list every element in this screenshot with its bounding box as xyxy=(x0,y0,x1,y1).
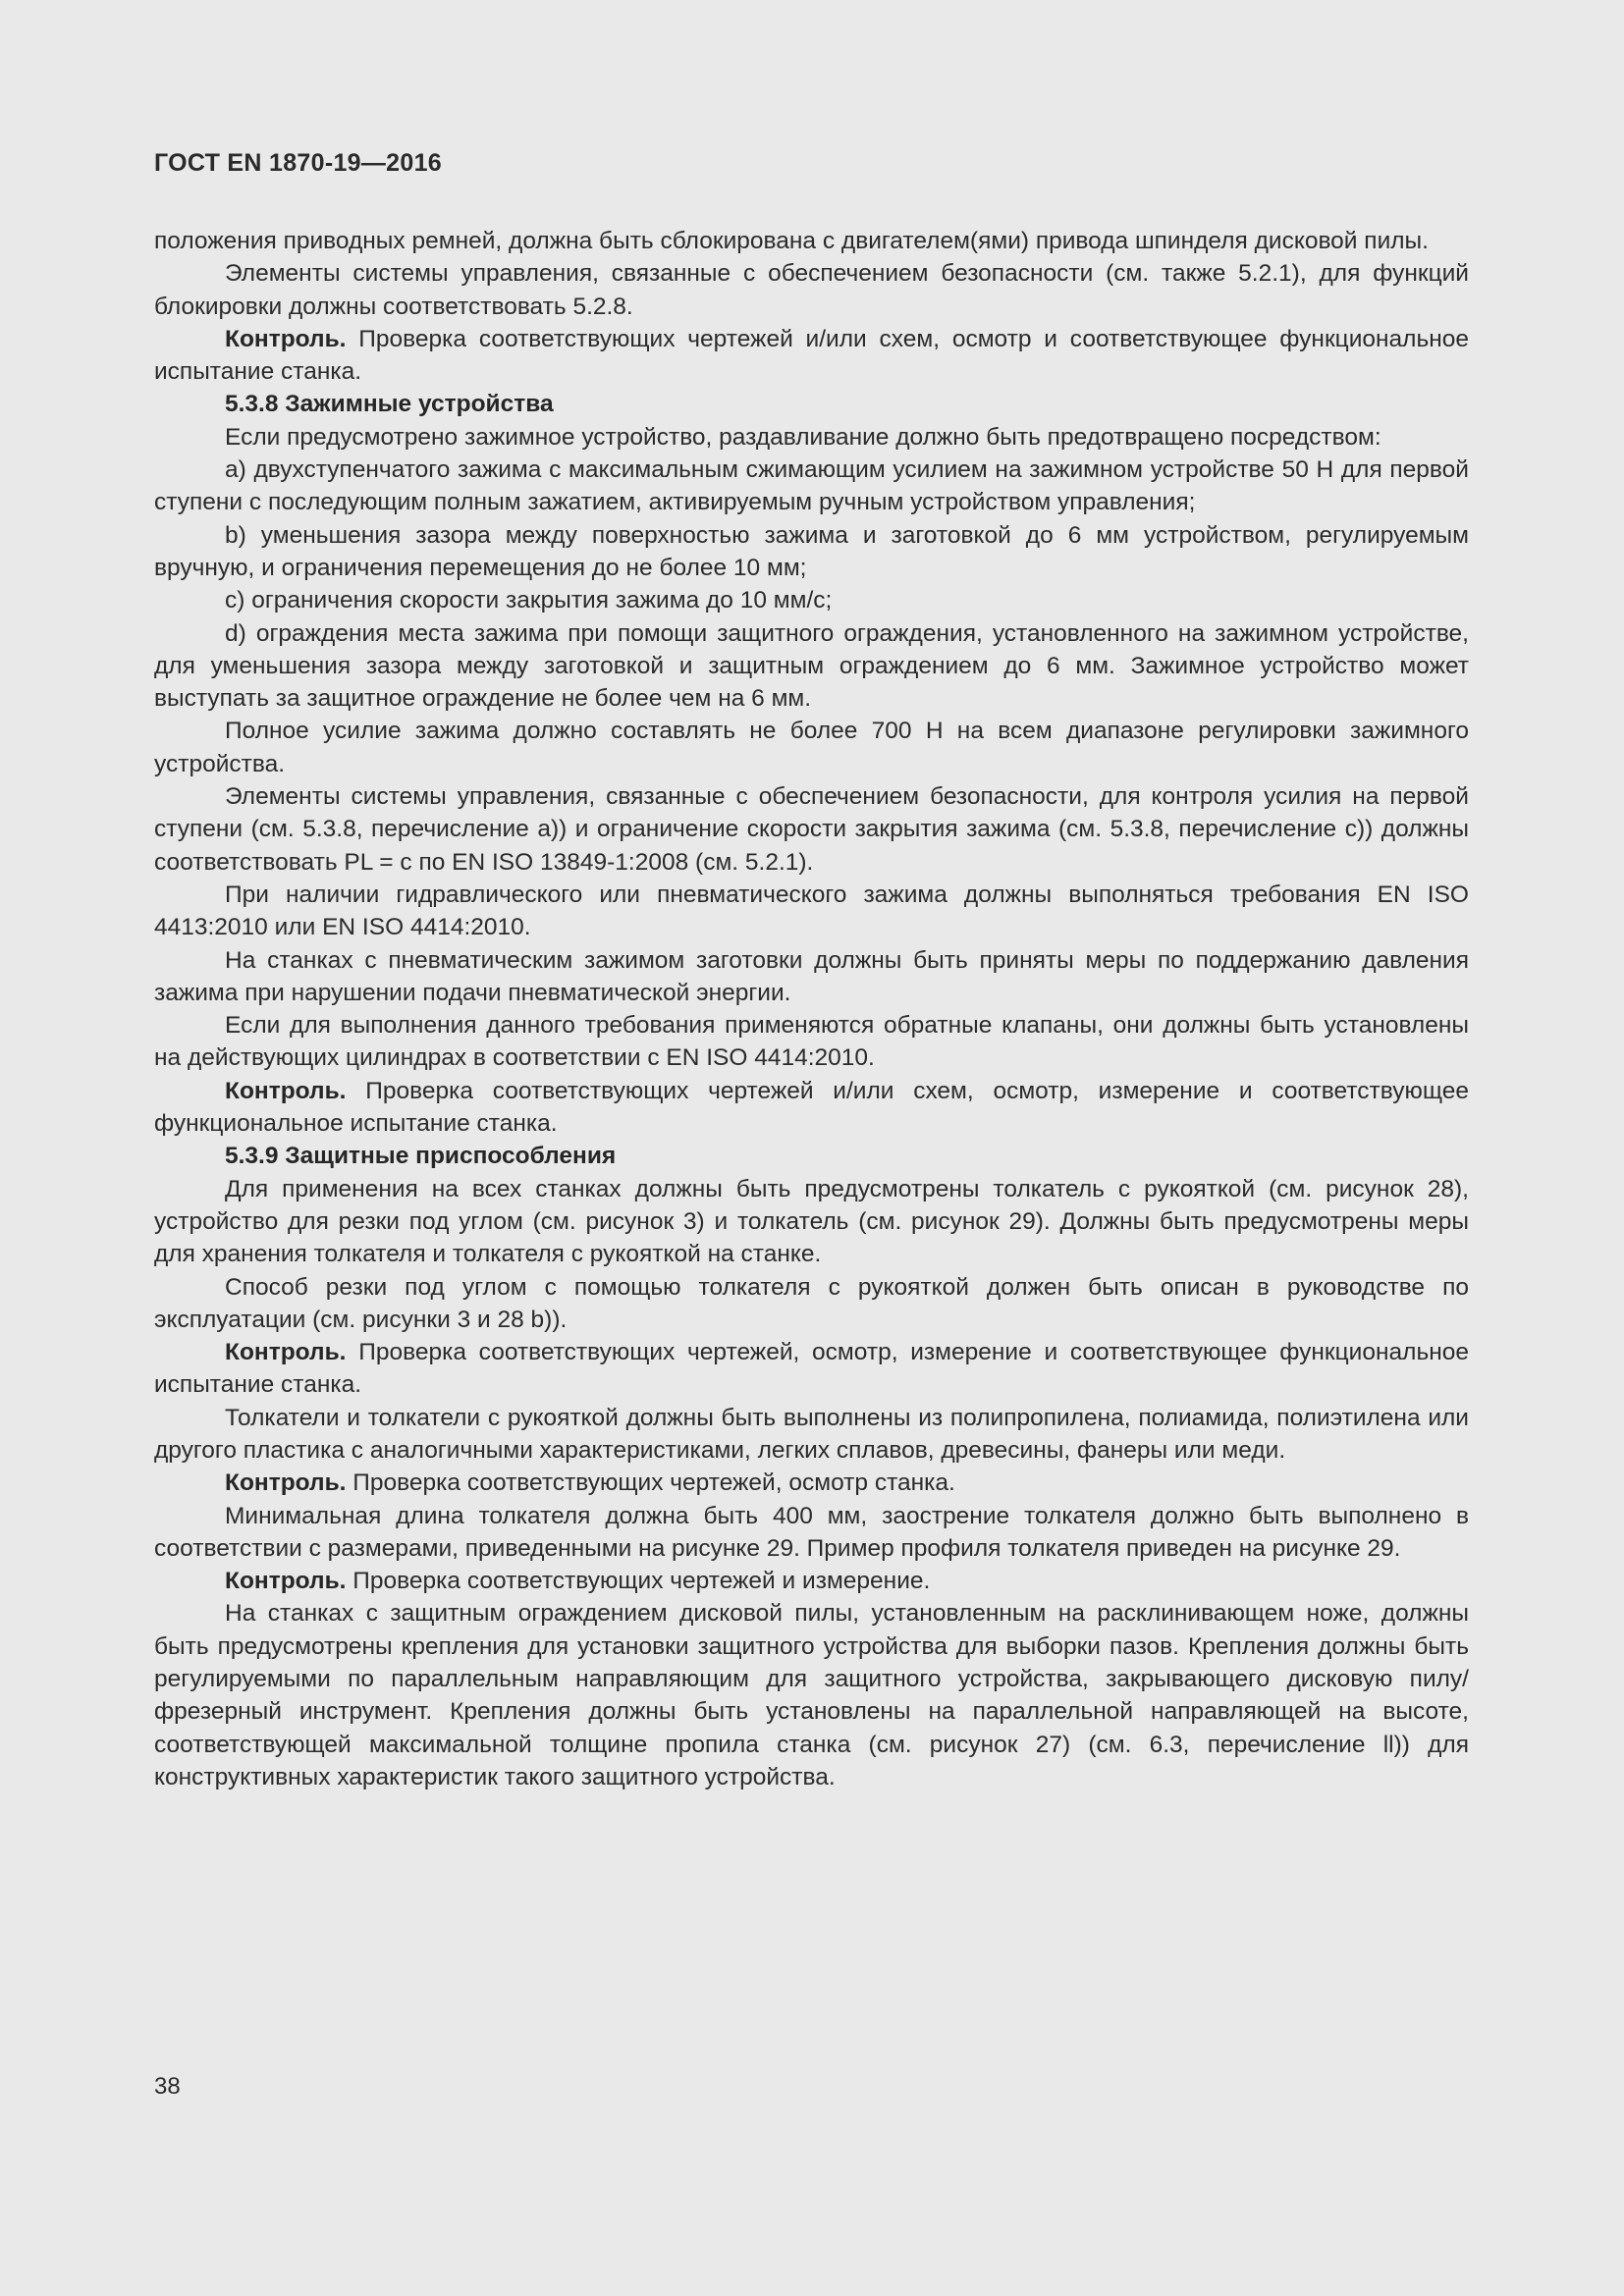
paragraph: Элементы системы управления, связанные с обеспечением безопасности (см. также 5.2.1), для функций блокировки должны соответствовать 5.2.8. xyxy=(154,260,1469,320)
paragraph: Полное усилие зажима должно составлять не более 700 Н на всем диапазоне регулировки зажимного устройства. xyxy=(154,718,1469,777)
section-heading-5-3-8 xyxy=(154,388,1469,420)
control-text: Проверка соответствующих чертежей, осмотр станка. xyxy=(346,1469,955,1497)
control-text: Проверка соответствующих чертежей, осмотр, измерение и соответствующее функциональное испытание станка. xyxy=(154,1339,1469,1399)
document-header: ГОСТ EN 1870-19—2016 xyxy=(154,149,442,177)
control-paragraph xyxy=(154,1336,1469,1402)
list-item-b: b) уменьшения зазора между поверхностью зажима и заготовкой до 6 мм устройством, регулируемым вручную, и ограничения перемещения до не более 10 мм; xyxy=(154,521,1469,581)
paragraph: При наличии гидравлического или пневматического зажима должны выполняться требования EN ISO 4413:2010 или EN ISO 4414:2010. xyxy=(154,881,1469,941)
page-number: 38 xyxy=(154,2073,181,2100)
list-item-a: а) двухступенчатого зажима с максимальным сжимающим усилием на зажимном устройстве 50 Н для первой ступени с последующим полным зажатием, активируемым ручным устройством управления; xyxy=(154,456,1469,516)
paragraph: На станках с защитным ограждением дисковой пилы, установленным на расклинивающем ноже, должны быть предусмотрены крепления для установки защитного устройства для выборки пазов. Крепления должны быть регулируемыми по параллельным направляющим для защитного устройства, закрывающего дисковую пилу/фрезерный инструмент. Крепления должны быть установлены на параллельной направляющей на высоте, соответствующей максимальной толщине пропила станка (см. рисунок 27) (см. 6.3, перечисление ll)) для конструктивных характеристик такого защитного устройства. xyxy=(154,1600,1469,1790)
paragraph: Толкатели и толкатели с рукояткой должны быть выполнены из полипропилена, полиамида, полиэтилена или другого пластика с аналогичными характеристиками, легких сплавов, древесины, фанеры или меди. xyxy=(154,1404,1469,1464)
paragraph: Для применения на всех станках должны быть предусмотрены толкатель с рукояткой (см. рисунок 28), устройство для резки под углом (см. рисунок 3) и толкатель (см. рисунок 29). Должны быть предусмотрены меры для хранения толкателя и толкателя с рукояткой на станке. xyxy=(154,1175,1469,1268)
paragraph: Способ резки под углом с помощью толкателя с рукояткой должен быть описан в руководстве по эксплуатации (см. рисунки 3 и 28 b)). xyxy=(154,1273,1469,1333)
paragraph: Элементы системы управления, связанные с обеспечением безопасности, для контроля усилия на первой ступени (см. 5.3.8, перечисление а)) и ограничение скорости закрытия зажима (см. 5.3.8, перечисление с)) должны соответствовать PL = с по EN ISO 13849-1:2008 (см. 5.2.1). xyxy=(154,783,1469,876)
control-label: Контроль. xyxy=(225,1469,347,1497)
paragraph: Если для выполнения данного требования применяются обратные клапаны, они должны быть установлены на действующих цилиндрах в соответствии с EN ISO 4414:2010. xyxy=(154,1012,1469,1072)
list-item-c: c) ограничения скорости закрытия зажима до 10 мм/с; xyxy=(225,587,833,614)
control-paragraph xyxy=(154,1565,1469,1597)
control-paragraph xyxy=(154,1075,1469,1141)
paragraph: положения приводных ремней, должна быть сблокирована с двигателем(ями) привода шпинделя дисковой пилы. xyxy=(154,228,1429,254)
control-paragraph xyxy=(154,323,1469,389)
section-heading-text: 5.3.8 Зажимные устройства xyxy=(225,391,554,418)
paragraph: Минимальная длина толкателя должна быть 400 мм, заострение толкателя должно быть выполнено в соответствии с размерами, приведенными на рисунке 29. Пример профиля толкателя приведен на рисунке 29. xyxy=(154,1502,1469,1562)
document-body xyxy=(154,225,1469,1793)
control-label: Контроль. xyxy=(225,325,347,352)
control-label: Контроль. xyxy=(225,1568,347,1595)
control-label: Контроль. xyxy=(225,1339,347,1366)
section-heading-text: 5.3.9 Защитные приспособления xyxy=(225,1143,617,1170)
control-paragraph xyxy=(154,1467,1469,1499)
control-text: Проверка соответствующих чертежей и/или схем, осмотр, измерение и соответствующее функциональное испытание станка. xyxy=(154,1077,1469,1138)
section-heading-5-3-9 xyxy=(154,1140,1469,1172)
paragraph: На станках с пневматическим зажимом заготовки должны быть приняты меры по поддержанию давления зажима при нарушении подачи пневматической энергии. xyxy=(154,946,1469,1006)
control-text: Проверка соответствующих чертежей и измерение. xyxy=(346,1568,931,1595)
control-text: Проверка соответствующих чертежей и/или схем, осмотр и соответствующее функциональное испытание станка. xyxy=(154,325,1469,386)
list-item-d: d) ограждения места зажима при помощи защитного ограждения, установленного на зажимном устройстве, для уменьшения зазора между заготовкой и защитным ограждением до 6 мм. Зажимное устройство может выступать за защитное ограждение не более чем на 6 мм. xyxy=(154,619,1469,713)
control-label: Контроль. xyxy=(225,1077,347,1104)
paragraph: Если предусмотрено зажимное устройство, раздавливание должно быть предотвращено посредством: xyxy=(225,423,1381,451)
